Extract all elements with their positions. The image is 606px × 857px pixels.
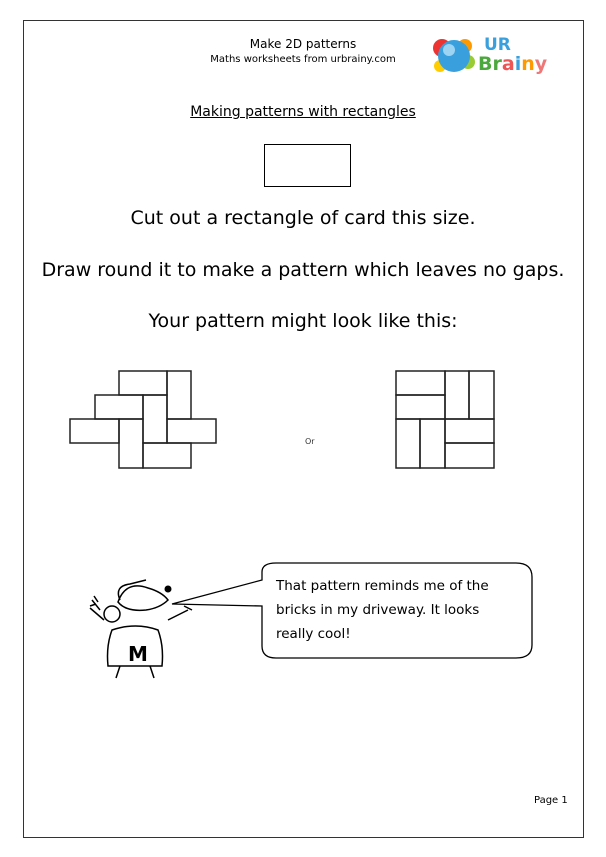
speech-text: [276, 574, 489, 646]
or-label: Or: [305, 437, 315, 446]
brick: [469, 371, 494, 419]
svg-text:UR: UR: [484, 35, 511, 55]
brick: [95, 395, 143, 419]
mouse-nose: [165, 586, 172, 593]
page-number: Page 1: [534, 795, 568, 806]
pattern-square: [396, 371, 494, 468]
section-heading: Making patterns with rectangles: [190, 104, 416, 120]
instruction-cut: Cut out a rectangle of card this size.: [130, 207, 476, 229]
brick: [396, 395, 445, 419]
speech-line: That pattern reminds me of the: [276, 578, 489, 594]
brick: [396, 419, 420, 468]
svg-text:Brainy: Brainy: [478, 53, 548, 75]
brick: [167, 371, 191, 419]
brick: [396, 371, 445, 395]
brick: [445, 371, 469, 419]
brick: [445, 419, 494, 443]
brick: [420, 419, 445, 468]
brick: [445, 443, 494, 468]
pattern-weave: [70, 371, 216, 468]
instruction-example: Your pattern might look like this:: [148, 310, 458, 332]
speech-line: bricks in my driveway. It looks: [276, 602, 480, 618]
brick: [143, 395, 167, 443]
mascot-shirt-letter: M: [128, 642, 148, 666]
brick: [143, 443, 191, 468]
brick: [70, 419, 119, 443]
brick: [119, 419, 143, 468]
instruction-draw: Draw round it to make a pattern which leaves no gaps.: [41, 259, 565, 281]
speech-line: really cool!: [276, 626, 351, 642]
brick: [167, 419, 216, 443]
brick: [119, 371, 167, 395]
worksheet-title: Make 2D patterns: [249, 37, 357, 51]
worksheet-subtitle: Maths worksheets from urbrainy.com: [210, 54, 396, 65]
